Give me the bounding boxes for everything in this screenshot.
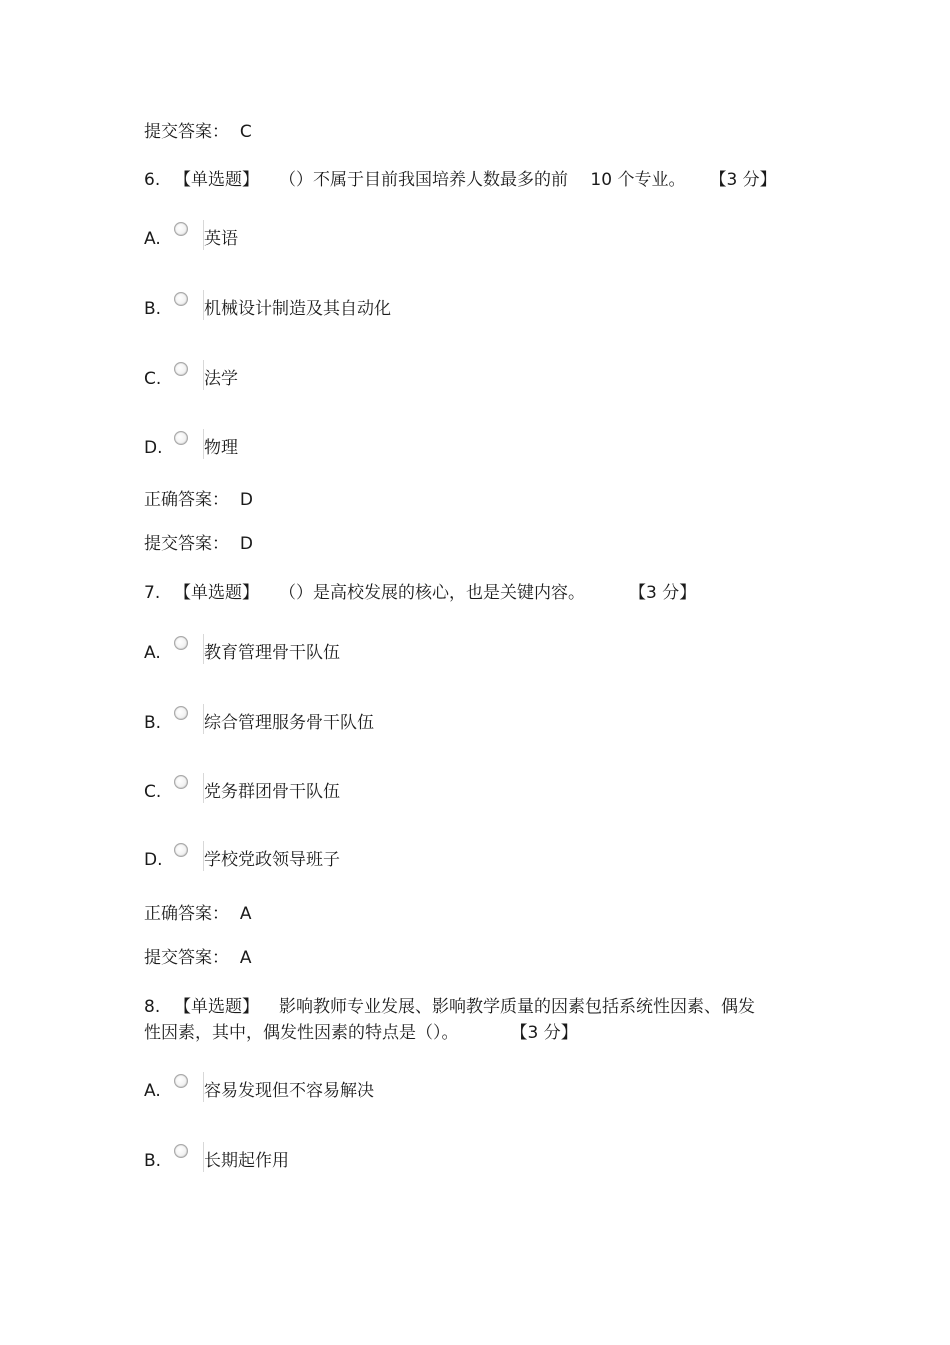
radio-button[interactable] xyxy=(174,220,204,250)
option-text: 教育管理骨干队伍 xyxy=(204,643,340,663)
radio-divider xyxy=(203,773,204,803)
question-score: 【3 分】 xyxy=(510,1023,578,1043)
question-score: 【3 分】 xyxy=(629,583,697,603)
option-letter: A. xyxy=(144,1081,161,1101)
q8-option-a[interactable] xyxy=(144,1072,374,1102)
option-letter: B. xyxy=(144,1151,162,1171)
q5-submitted-answer xyxy=(144,121,252,143)
radio-circle-icon xyxy=(174,1144,188,1158)
radio-divider xyxy=(203,1072,204,1102)
q6-option-c[interactable] xyxy=(144,360,238,390)
radio-button[interactable] xyxy=(174,1072,204,1102)
radio-button[interactable] xyxy=(174,429,204,459)
option-letter: A. xyxy=(144,229,161,249)
radio-circle-icon xyxy=(174,843,188,857)
q7-correct-answer xyxy=(144,903,251,925)
question-text: （）不属于目前我国培养人数最多的前 10 个专业。 xyxy=(279,170,686,190)
radio-circle-icon xyxy=(174,706,188,720)
radio-divider xyxy=(203,841,204,871)
radio-button[interactable] xyxy=(174,1142,204,1172)
option-text: 机械设计制造及其自动化 xyxy=(204,299,391,319)
radio-circle-icon xyxy=(174,636,188,650)
q7-option-a[interactable] xyxy=(144,634,340,664)
question-number: 7. xyxy=(144,583,161,603)
question-text-line1: 影响教师专业发展、影响教学质量的因素包括系统性因素、偶发 xyxy=(279,997,755,1017)
q8-option-b[interactable] xyxy=(144,1142,289,1172)
submitted-value: D xyxy=(239,534,253,554)
q6-option-d[interactable] xyxy=(144,429,238,459)
question-number: 6. xyxy=(144,170,161,190)
correct-value: A xyxy=(239,904,252,924)
correct-value: D xyxy=(239,490,253,510)
radio-circle-icon xyxy=(174,775,188,789)
q6-submitted-answer xyxy=(144,533,253,555)
question-number: 8. xyxy=(144,997,161,1017)
radio-divider xyxy=(203,634,204,664)
question-type: 【单选题】 xyxy=(174,997,259,1017)
option-text: 学校党政领导班子 xyxy=(204,850,340,870)
option-letter: D. xyxy=(144,850,163,870)
option-text: 法学 xyxy=(204,369,238,389)
submitted-value: A xyxy=(239,948,252,968)
option-text: 容易发现但不容易解决 xyxy=(204,1081,374,1101)
radio-divider xyxy=(203,290,204,320)
submitted-label: 提交答案： xyxy=(144,534,229,554)
question-score: 【3 分】 xyxy=(709,170,777,190)
radio-button[interactable] xyxy=(174,704,204,734)
question-text: （）是高校发展的核心，也是关键内容。 xyxy=(279,583,585,603)
radio-divider xyxy=(203,1142,204,1172)
radio-divider xyxy=(203,220,204,250)
q7-submitted-answer xyxy=(144,947,251,969)
radio-circle-icon xyxy=(174,362,188,376)
radio-button[interactable] xyxy=(174,841,204,871)
submitted-value: C xyxy=(239,122,252,142)
question-type: 【单选题】 xyxy=(174,583,259,603)
q6-correct-answer xyxy=(144,489,253,511)
option-letter: C. xyxy=(144,369,162,389)
option-letter: B. xyxy=(144,713,162,733)
q8-header xyxy=(144,994,755,1046)
option-letter: C. xyxy=(144,782,162,802)
radio-circle-icon xyxy=(174,431,188,445)
q6-header xyxy=(144,167,777,193)
q7-option-d[interactable] xyxy=(144,841,340,871)
option-text: 长期起作用 xyxy=(204,1151,289,1171)
q7-option-b[interactable] xyxy=(144,704,374,734)
submitted-label: 提交答案： xyxy=(144,948,229,968)
option-text: 英语 xyxy=(204,229,238,249)
q6-option-b[interactable] xyxy=(144,290,391,320)
radio-circle-icon xyxy=(174,222,188,236)
radio-button[interactable] xyxy=(174,360,204,390)
radio-divider xyxy=(203,360,204,390)
submitted-label: 提交答案： xyxy=(144,122,229,142)
radio-circle-icon xyxy=(174,1074,188,1088)
correct-label: 正确答案： xyxy=(144,904,229,924)
q6-option-a[interactable] xyxy=(144,220,238,250)
option-text: 物理 xyxy=(204,438,238,458)
question-text-line2: 性因素，其中，偶发性因素的特点是（）。 xyxy=(144,1023,459,1043)
question-type: 【单选题】 xyxy=(174,170,259,190)
radio-button[interactable] xyxy=(174,634,204,664)
option-letter: B. xyxy=(144,299,162,319)
radio-button[interactable] xyxy=(174,290,204,320)
option-text: 综合管理服务骨干队伍 xyxy=(204,713,374,733)
option-text: 党务群团骨干队伍 xyxy=(204,782,340,802)
q7-header xyxy=(144,580,696,606)
radio-divider xyxy=(203,704,204,734)
radio-button[interactable] xyxy=(174,773,204,803)
correct-label: 正确答案： xyxy=(144,490,229,510)
option-letter: D. xyxy=(144,438,163,458)
radio-circle-icon xyxy=(174,292,188,306)
option-letter: A. xyxy=(144,643,161,663)
radio-divider xyxy=(203,429,204,459)
q7-option-c[interactable] xyxy=(144,773,340,803)
